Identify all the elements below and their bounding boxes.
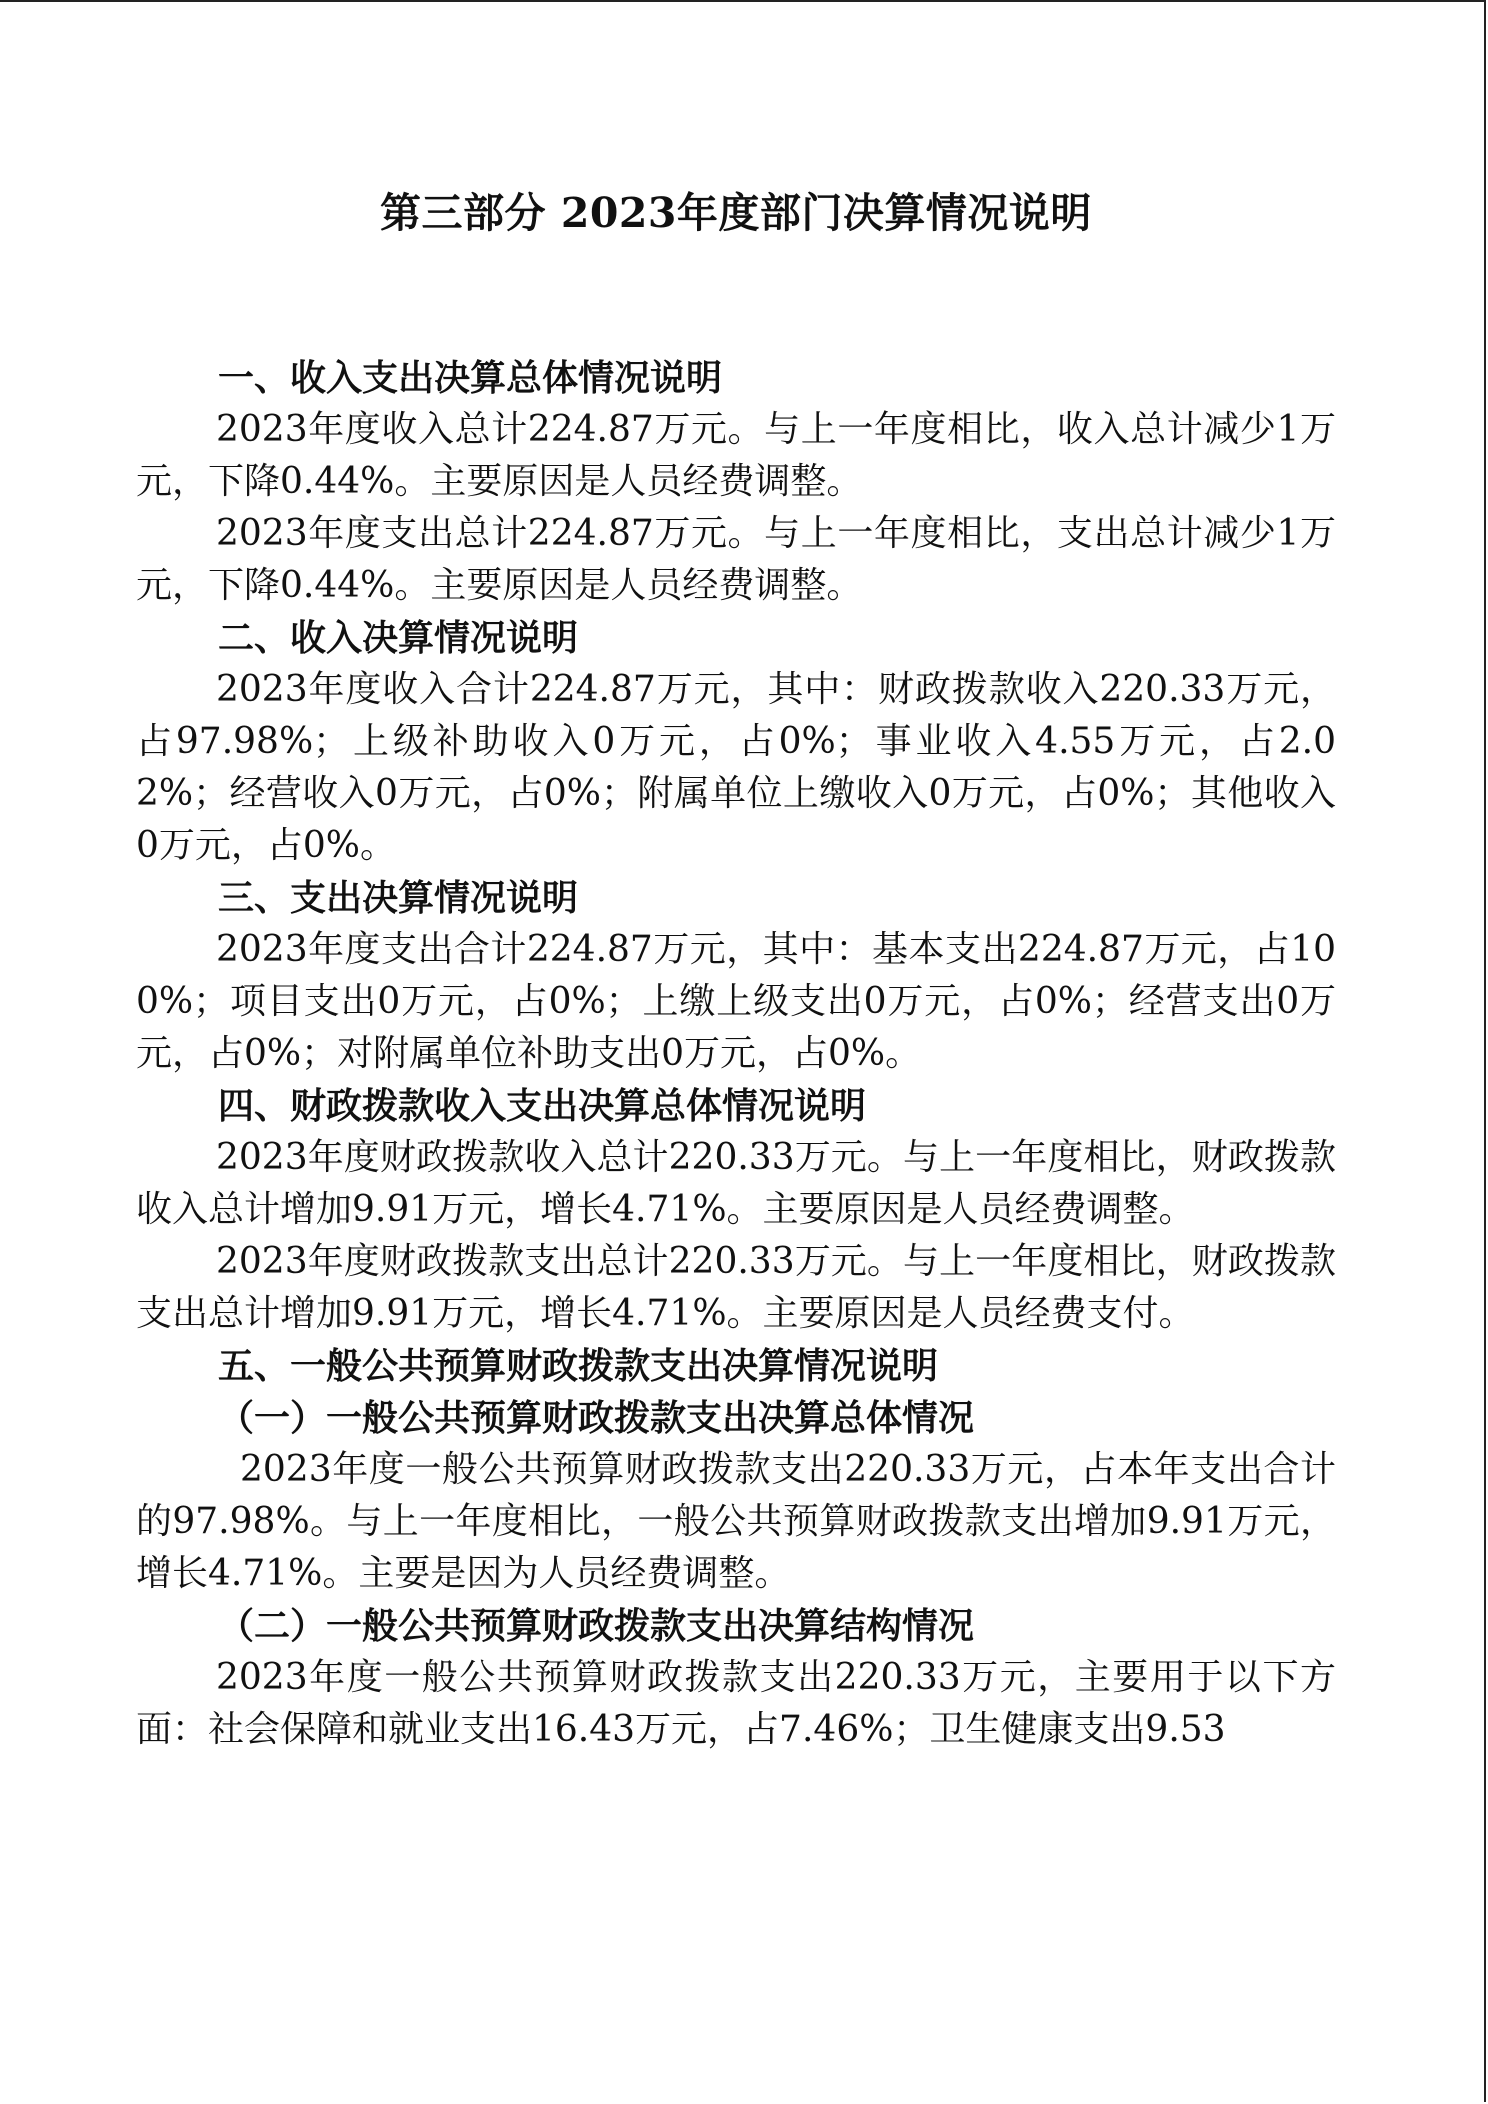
page-title: 第三部分 2023年度部门决算情况说明: [380, 189, 1092, 237]
section-heading-4: 四、财政拨款收入支出决算总体情况说明: [218, 1085, 867, 1127]
section-2-paragraph-1: 2023年度收入合计224.87万元，其中：财政拨款收入220.33万元，占97.98%；上级补助收入0万元，占0%；事业收入4.55万元，占2.02%；经营收入0万元，占0%；附属单位上缴收入0万元，占0%；其他收入0万元，占0%。: [136, 669, 1336, 866]
subsection-heading-5-1: （一）一般公共预算财政拨款支出决算总体情况: [218, 1397, 975, 1439]
section-4-paragraph-1: 2023年度财政拨款收入总计220.33万元。与上一年度相比，财政拨款收入总计增加9.91万元，增长4.71%。主要原因是人员经费调整。: [136, 1137, 1336, 1230]
section-heading-2: 二、收入决算情况说明: [218, 617, 579, 659]
subsection-5-1-paragraph: 2023年度一般公共预算财政拨款支出220.33万元，占本年支出合计的97.98%。与上一年度相比，一般公共预算财政拨款支出增加9.91万元，增长4.71%。主要是因为人员经费调整。: [136, 1449, 1336, 1594]
section-1-paragraph-1: 2023年度收入总计224.87万元。与上一年度相比，收入总计减少1万元，下降0.44%。主要原因是人员经费调整。: [136, 409, 1336, 502]
section-3-paragraph-1: 2023年度支出合计224.87万元，其中：基本支出224.87万元，占100%；项目支出0万元，占0%；上缴上级支出0万元，占0%；经营支出0万元，占0%；对附属单位补助支出0万元，占0%。: [136, 929, 1336, 1074]
subsection-5-2-paragraph: 2023年度一般公共预算财政拨款支出220.33万元，主要用于以下方面：社会保障和就业支出16.43万元，占7.46%；卫生健康支出9.53: [136, 1657, 1336, 1750]
section-4-paragraph-2: 2023年度财政拨款支出总计220.33万元。与上一年度相比，财政拨款支出总计增加9.91万元，增长4.71%。主要原因是人员经费支付。: [136, 1241, 1336, 1334]
section-1-paragraph-2: 2023年度支出总计224.87万元。与上一年度相比，支出总计减少1万元，下降0.44%。主要原因是人员经费调整。: [136, 513, 1336, 606]
section-heading-3: 三、支出决算情况说明: [218, 877, 579, 919]
section-heading-5: 五、一般公共预算财政拨款支出决算情况说明: [218, 1345, 939, 1387]
subsection-heading-5-2: （二）一般公共预算财政拨款支出决算结构情况: [218, 1605, 975, 1647]
document-body: [136, 180, 1336, 1756]
section-heading-1: 一、收入支出决算总体情况说明: [218, 357, 723, 399]
